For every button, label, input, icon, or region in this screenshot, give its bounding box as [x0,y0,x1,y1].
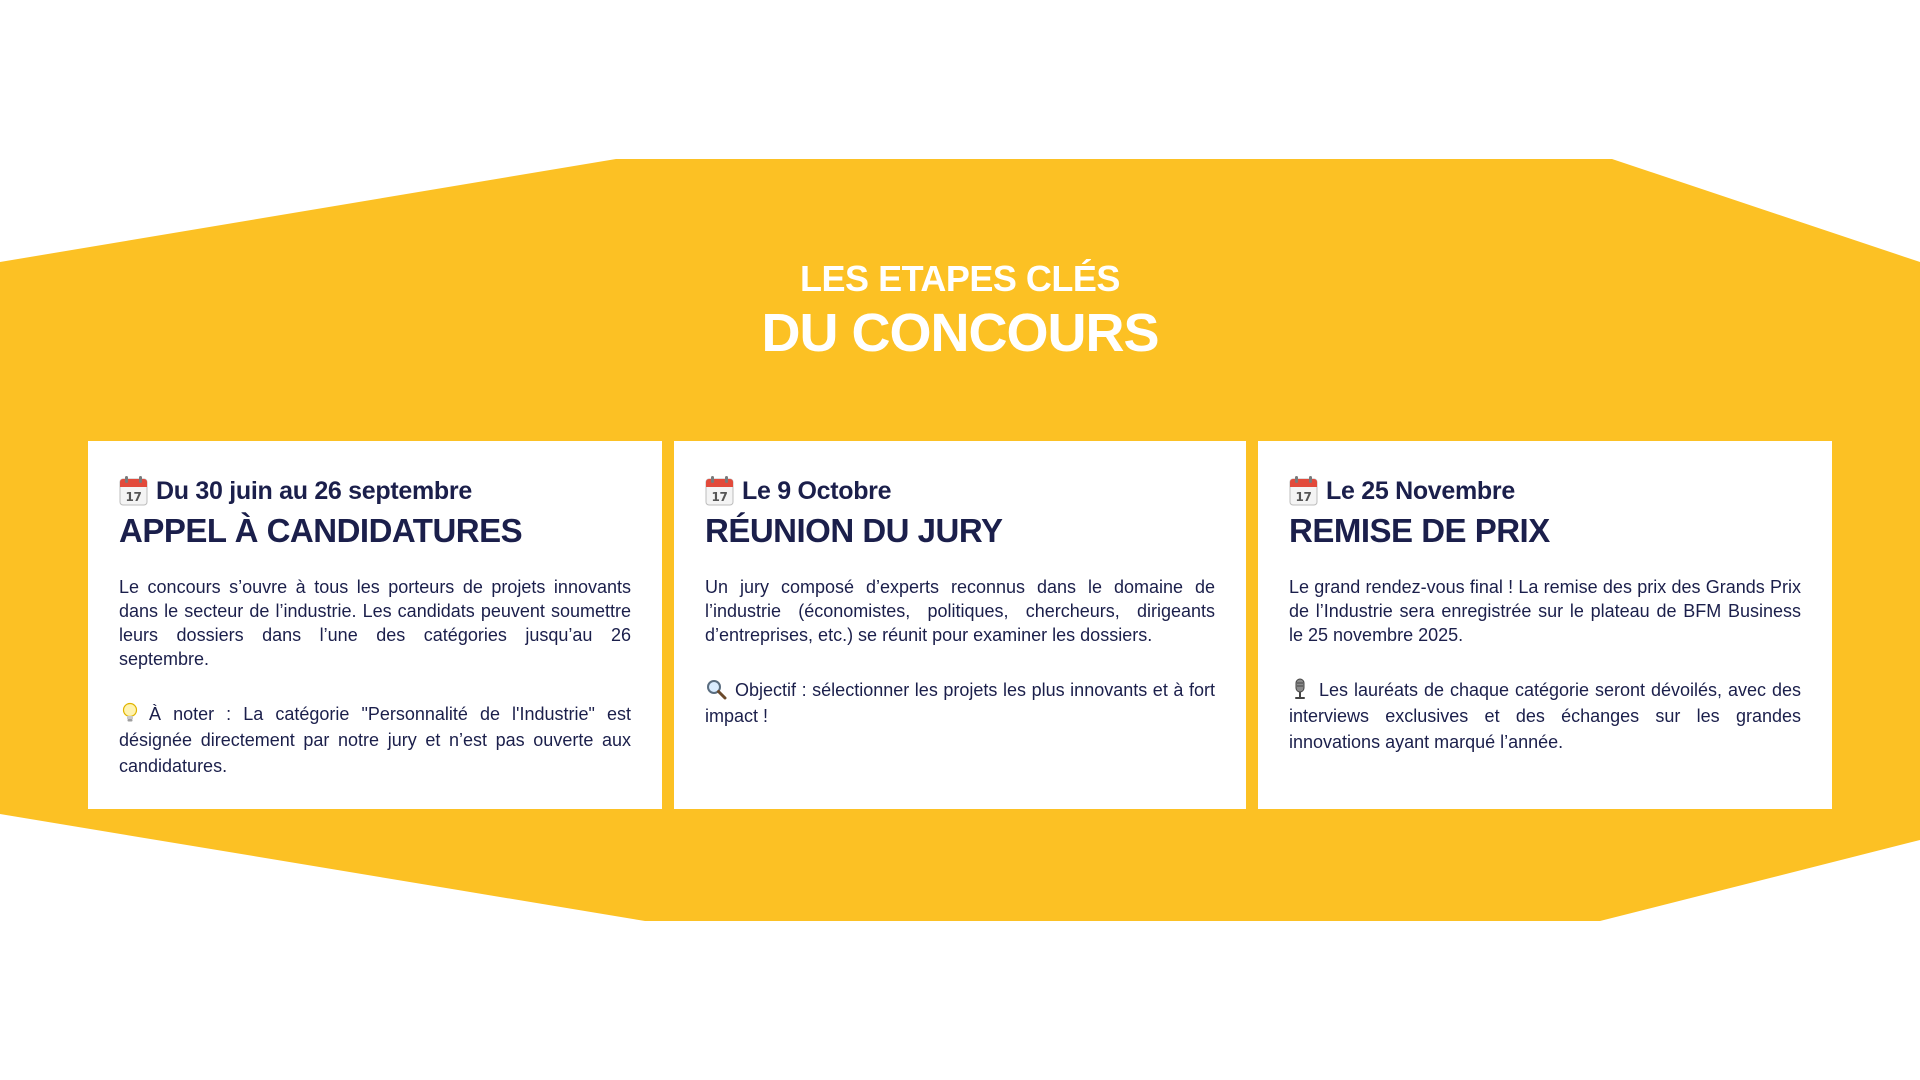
svg-text:17: 17 [125,490,142,504]
step-card-1 [88,441,662,809]
magnifier-icon [705,678,727,700]
heading-line-1: LES ETAPES CLÉS [800,258,1120,299]
step-card-3 [1258,441,1832,809]
steps-cards [88,441,1832,809]
card-title: APPEL À CANDIDATURES [119,512,523,549]
card-date-row [705,475,1215,507]
card-date: Le 25 Novembre [1326,477,1515,505]
section-heading [0,258,1920,364]
card-date-row [1289,475,1801,507]
card-note [705,677,1215,729]
card-title: RÉUNION DU JURY [705,512,1003,549]
card-note-text: Objectif : sélectionner les projets les plus innovants et à fort impact ! [705,680,1215,726]
card-note [119,701,631,779]
calendar-icon [119,476,148,506]
card-description: Le grand rendez-vous final ! La remise des prix des Grands Prix de l’Industrie sera enregistrée sur le plateau de BFM Business le 25 novembre 2025. [1289,577,1801,645]
step-card-2 [674,441,1246,809]
card-note-text: À noter : La catégorie "Personnalité de l'Industrie" est désignée directement par notre jury et n’est pas ouverte aux candidatures. [119,704,631,776]
card-date: Le 9 Octobre [742,477,892,505]
card-description: Le concours s’ouvre à tous les porteurs de projets innovants dans le secteur de l’industrie. Les candidats peuvent soumettre leurs dossiers dans l’une des catégories jusqu’au 26 septembre. [119,577,631,669]
svg-text:17: 17 [711,490,728,504]
card-date-row [119,475,631,507]
card-note-text: Les lauréats de chaque catégorie seront dévoilés, avec des interviews exclusives et des échanges sur les grandes innovations ayant marqué l’année. [1289,680,1801,752]
lightbulb-icon [119,702,141,724]
card-title: REMISE DE PRIX [1289,512,1550,549]
calendar-icon [705,476,734,506]
heading-line-2: DU CONCOURS [761,303,1159,363]
card-description: Un jury composé d’experts reconnus dans le domaine de l’industrie (économistes, politiques, chercheurs, dirigeants d’entreprises, etc.) se réunit pour examiner les dossiers. [705,577,1215,645]
card-date: Du 30 juin au 26 septembre [156,477,472,505]
svg-text:17: 17 [1295,490,1312,504]
card-note [1289,677,1801,755]
calendar-icon [1289,476,1318,506]
microphone-icon [1289,678,1311,700]
